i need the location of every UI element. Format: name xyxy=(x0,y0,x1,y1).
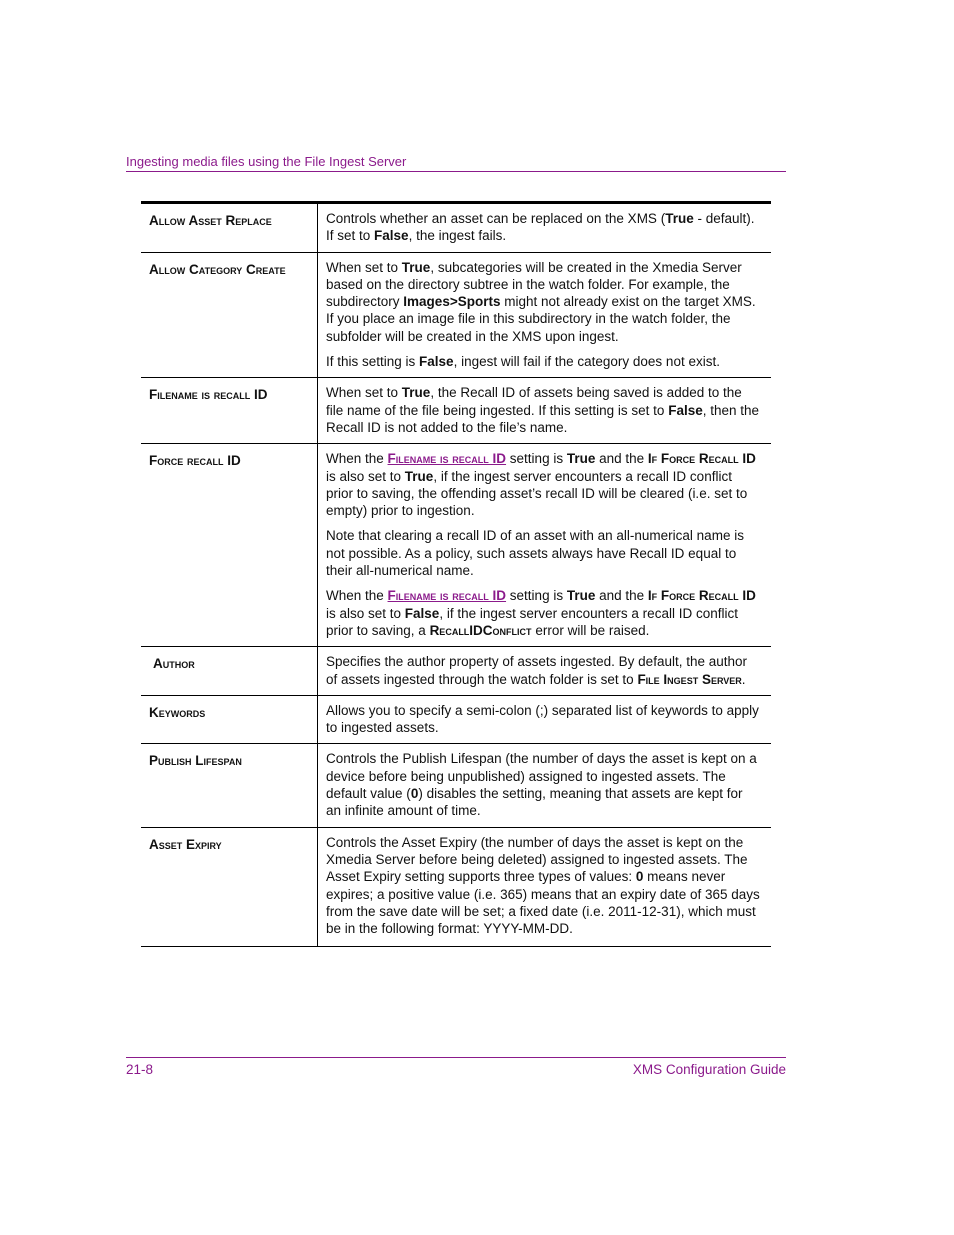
description-paragraph: When the Filename is recall ID setting is True and the If Force Recall ID is also set to True, if the ingest server encounters a recall ID conflict prior to saving, the offending asset’s recall ID will be cleared (i.e. set to empty) prior to ingestion. xyxy=(326,451,756,519)
setting-description xyxy=(318,827,772,947)
table-row xyxy=(141,378,771,444)
description-paragraph: If this setting is False, ingest will fail if the category does not exist. xyxy=(326,354,720,370)
setting-name: Allow Category Create xyxy=(141,252,318,378)
guide-title: XMS Configuration Guide xyxy=(632,1062,786,1077)
setting-name: Asset Expiry xyxy=(141,827,318,947)
setting-name: Author xyxy=(141,647,318,696)
table-row xyxy=(141,203,771,253)
table-row xyxy=(141,695,771,744)
settings-table xyxy=(141,201,771,947)
description-paragraph: Controls the Publish Lifespan (the number of days the asset is kept on a device before being unpublished) assigned to ingested assets. The default value (0) disables the setting, meaning that assets are kept for an infinite amount of time. xyxy=(326,751,757,819)
setting-name: Force recall ID xyxy=(141,444,318,647)
description-paragraph: Note that clearing a recall ID of an asset with an all-numerical name is not possible. As a policy, such assets always have Recall ID equal to their all-numerical name. xyxy=(326,528,744,579)
description-paragraph: When set to True, the Recall ID of assets being saved is added to the file name of the file being ingested. If this setting is set to False, then the Recall ID is not added to the file’s name. xyxy=(326,385,760,435)
table-row xyxy=(141,744,771,827)
setting-name: Publish Lifespan xyxy=(141,744,318,827)
running-footer xyxy=(126,1057,786,1077)
description-paragraph: Controls whether an asset can be replaced on the XMS (True - default). If set to False, the ingest fails. xyxy=(326,211,755,244)
description-paragraph: When the Filename is recall ID setting is True and the If Force Recall ID is also set to False, if the ingest server encounters a recall ID conflict prior to saving, a RecallIDConflict error will be raised. xyxy=(326,588,756,638)
table-row xyxy=(141,444,771,647)
setting-description xyxy=(318,647,772,696)
setting-name: Filename is recall ID xyxy=(141,378,318,444)
filename-is-recall-id-link[interactable]: Filename is recall ID xyxy=(387,451,507,467)
setting-name: Keywords xyxy=(141,695,318,744)
setting-description xyxy=(318,252,772,378)
setting-description xyxy=(318,203,772,253)
setting-name: Allow Asset Replace xyxy=(141,203,318,253)
setting-description xyxy=(318,744,772,827)
table-row xyxy=(141,827,771,947)
setting-description xyxy=(318,695,772,744)
running-header xyxy=(126,154,786,172)
description-paragraph: Controls the Asset Expiry (the number of days the asset is kept on the Xmedia Server before being deleted) assigned to ingested assets. The Asset Expiry setting supports three types of values: 0 means never expires; a positive value (i.e. 365) means that an expiry date of 365 days from the save date will be set; a fixed date (i.e. 2011-12-31), which must be in the following format: YYYY-MM-DD. xyxy=(326,834,760,937)
description-paragraph: Specifies the author property of assets ingested. By default, the author of assets ingested through the watch folder is set to File Ingest Server. xyxy=(326,654,748,687)
setting-description xyxy=(318,444,772,647)
setting-description xyxy=(318,378,772,444)
header-title: Ingesting media files using the File Ingest Server xyxy=(126,154,407,169)
page-number: 21-8 xyxy=(126,1062,154,1077)
description-paragraph: When set to True, subcategories will be created in the Xmedia Server based on the directory subtree in the watch folder. For example, the subdirectory Images>Sports might not already exist on the target XMS. If you place an image file in this subdirectory in the watch folder, the subfolder will be created in the XMS upon ingest. xyxy=(326,259,756,344)
description-paragraph: Allows you to specify a semi-colon (;) separated list of keywords to apply to ingested assets. xyxy=(326,702,759,736)
table-row xyxy=(141,252,771,378)
filename-is-recall-id-link[interactable]: Filename is recall ID xyxy=(387,588,507,604)
table-row xyxy=(141,647,771,696)
